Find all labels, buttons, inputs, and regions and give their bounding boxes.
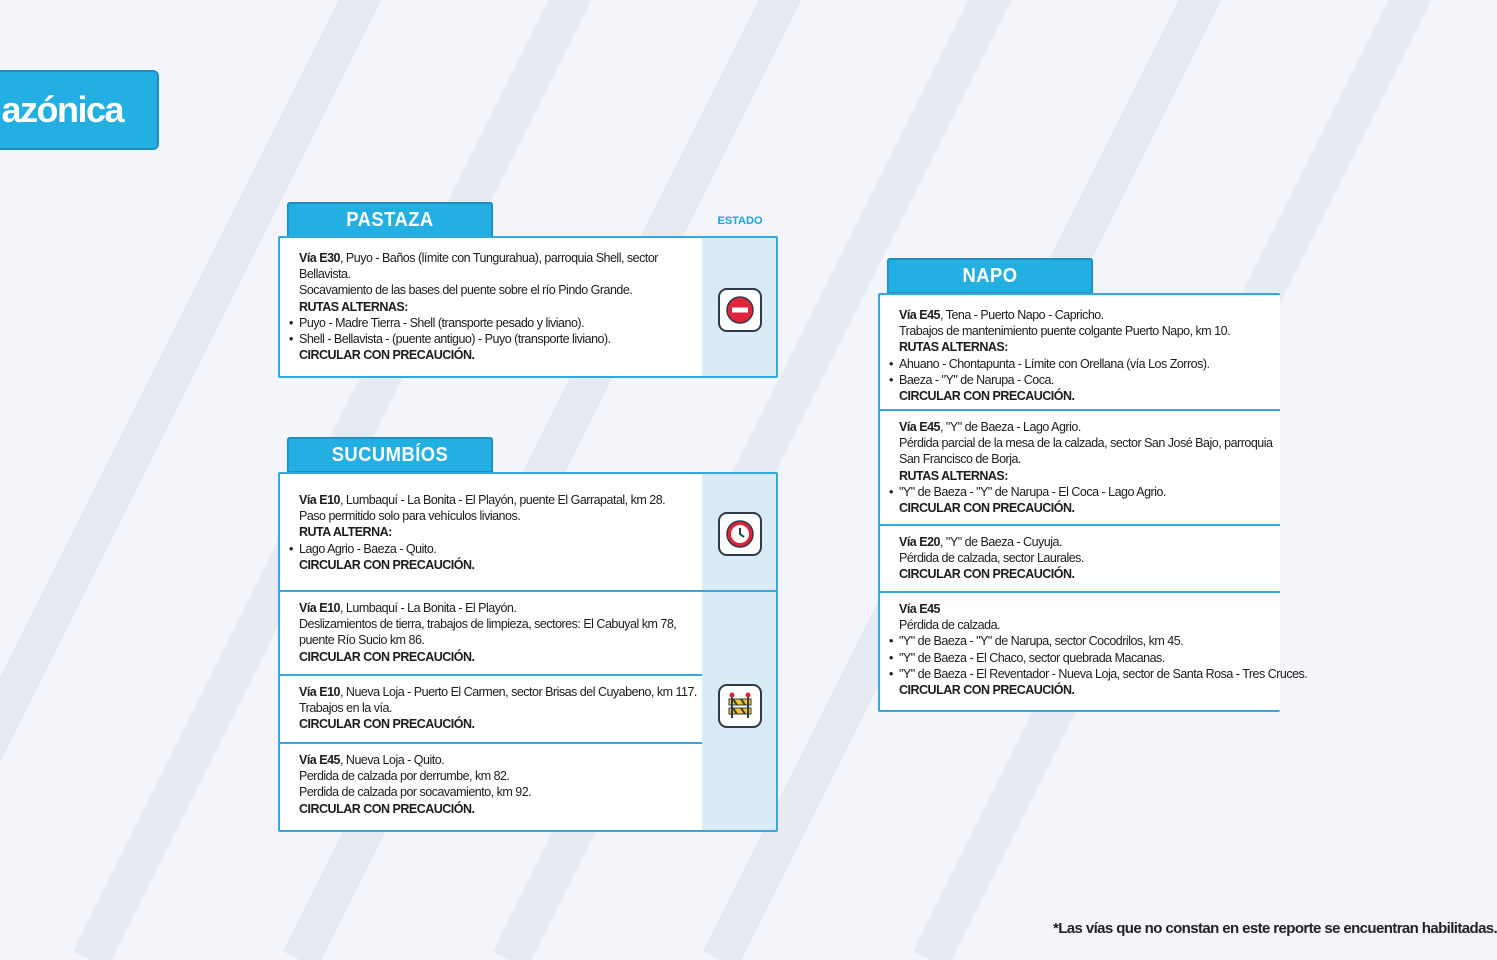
estado-label: ESTADO	[717, 215, 763, 227]
sucumbios-entry: Vía E45, Nueva Loja - Quito. Perdida de calzada por derrumbe, km 82. Perdida de calzada por socavamiento, km 92. CIRCULAR CON PRECAUCIÓN.	[280, 742, 702, 817]
napo-entry: Vía E20, "Y" de Baeza - Cuyuja. Pérdida de calzada, sector Laurales. CIRCULAR CON PRECAUCIÓN.	[880, 524, 1280, 583]
napo-entry: Vía E45 Pérdida de calzada. • "Y" de Baeza - "Y" de Narupa, sector Cocodrilos, km 45. • "Y" de Baeza - El Chaco, sector quebrada Macanas. • "Y" de Baeza - El Reventador - Nueva Loja, sector de Santa Rosa - Tres Cruces. CIRCULAR CON PRECAUCIÓN.	[880, 591, 1280, 698]
pastaza-entry: Vía E30, Puyo - Baños (límite con Tungurahua), parroquia Shell, sector Bellavista. Socavamiento de las bases del puente sobre el río Pindo Grande. RUTAS ALTERNAS: • Puyo - Madre Tierra - Shell (transporte pesado y liviano). • Shell - Bellavista - (puente antiguo) - Puyo (transporte liviano). CIRCULAR CON PRECAUCIÓN.	[280, 248, 776, 363]
napo-entry: Vía E45, Tena - Puerto Napo - Capricho. Trabajos de mantenimiento puente colgante Puerto Napo, km 10. RUTAS ALTERNAS: • Ahuano - Chontapunta - Límite con Orellana (vía Los Zorros). • Baeza - "Y" de Narupa - Coca. CIRCULAR CON PRECAUCIÓN.	[880, 305, 1280, 404]
no-entry-icon	[718, 288, 762, 332]
sucumbios-box	[278, 472, 778, 832]
sucumbios-entry: Vía E10, Lumbaquí - La Bonita - El Playón. Deslizamientos de tierra, trabajos de limpieza, sectores: El Cabuyal km 78, puente Río Sucio km 86. CIRCULAR CON PRECAUCIÓN.	[280, 590, 776, 674]
napo-box	[878, 293, 1308, 712]
sucumbios-header: SUCUMBÍOS	[287, 437, 493, 473]
sucumbios-entry: Vía E10, Nueva Loja - Puerto El Carmen, sector Brisas del Cuyabeno, km 117. Trabajos en la vía. CIRCULAR CON PRECAUCIÓN.	[280, 674, 702, 742]
region-title: azónica	[0, 70, 159, 150]
roadworks-icon	[718, 684, 762, 728]
pastaza-box	[278, 236, 778, 378]
pastaza-header: PASTAZA	[287, 202, 493, 238]
sucumbios-entry: Vía E10, Lumbaquí - La Bonita - El Playón, puente El Garrapatal, km 28. Paso permitido solo para vehículos livianos. RUTA ALTERNA: • Lago Agrio - Baeza - Quito. CIRCULAR CON PRECAUCIÓN.	[280, 490, 776, 573]
napo-entry: Vía E45, "Y" de Baeza - Lago Agrio. Pérdida parcial de la mesa de la calzada, sector San José Bajo, parroquia San Francisco de Borja. RUTAS ALTERNAS: • "Y" de Baeza - "Y" de Narupa - El Coca - Lago Agrio. CIRCULAR CON PRECAUCIÓN.	[880, 409, 1280, 516]
napo-header: NAPO	[887, 258, 1093, 294]
clock-icon	[718, 512, 762, 556]
footnote: *Las vías que no constan en este reporte se encuentran habilitadas.	[1053, 920, 1497, 937]
